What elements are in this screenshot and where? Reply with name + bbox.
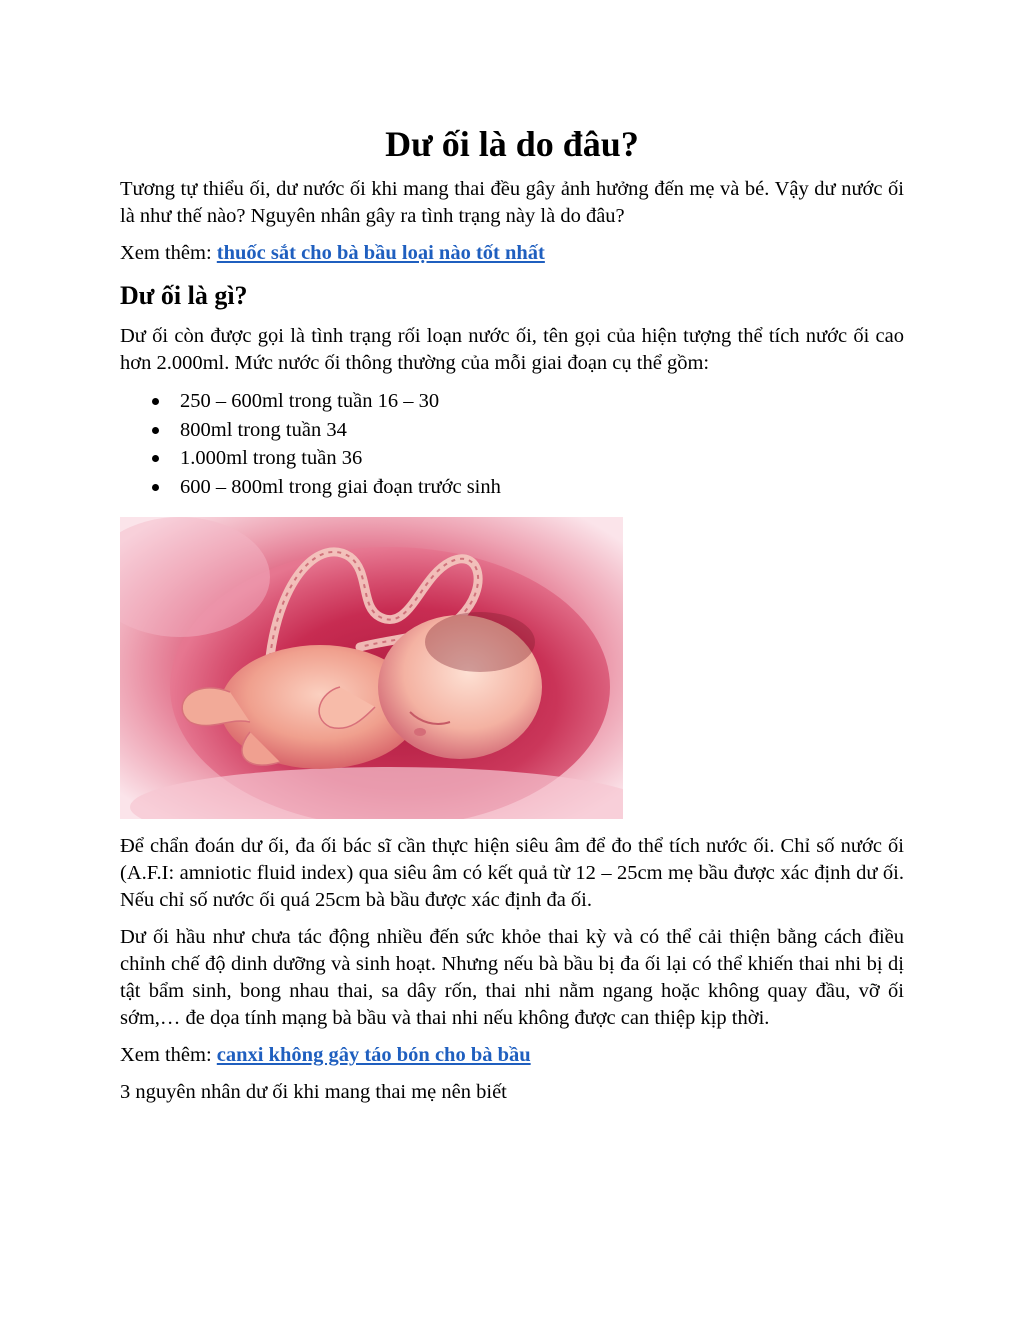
amniotic-levels-list xyxy=(120,387,904,501)
document-page xyxy=(120,122,904,1116)
calcium-link[interactable]: canxi không gây táo bón cho bà bầu xyxy=(216,1044,531,1066)
fetus-nose xyxy=(414,728,426,736)
see-more-label: Xem thêm: xyxy=(120,1044,217,1066)
bullet-icon xyxy=(152,427,159,434)
bullet-icon xyxy=(152,484,159,491)
intro-paragraph: Tương tự thiểu ối, dư nước ối khi mang thai đều gây ảnh hưởng đến mẹ và bé. Vậy dư nước ối là như thế nào? Nguyên nhân gây ra tình trạng này là do đâu? xyxy=(120,178,904,227)
list-item: 800ml trong tuần 34 xyxy=(152,416,904,445)
see-more-2 xyxy=(120,1042,904,1069)
fetus-hair xyxy=(425,612,535,672)
fetus-in-womb-image xyxy=(120,517,623,819)
see-more-1 xyxy=(120,240,904,267)
list-item: 250 – 600ml trong tuần 16 – 30 xyxy=(152,387,904,416)
see-more-label: Xem thêm: xyxy=(120,242,217,264)
effects-paragraph: Dư ối hầu như chưa tác động nhiều đến sức khỏe thai kỳ và có thể cải thiện bằng cách điều chỉnh chế độ dinh dưỡng và sinh hoạt. Nhưng nếu bà bầu bị đa ối lại có thể khiến thai nhi bị dị tật bẩm sinh, bong nhau thai, sa dây rốn, thai nhi nằm ngang hoặc không quay đầu, vỡ ối sớm,… đe dọa tính mạng bà bầu và thai nhi nếu không được can thiệp kịp thời. xyxy=(120,926,904,1029)
diagnosis-paragraph: Để chẩn đoán dư ối, đa ối bác sĩ cần thực hiện siêu âm để đo thể tích nước ối. Chỉ số nước ối (A.F.I: amniotic fluid index) qua siêu âm có kết quả từ 12 – 25cm mẹ bầu được xác định dư ối. Nếu chỉ số nước ối quá 25cm bà bầu được xác định đa ối. xyxy=(120,835,904,911)
bullet-icon xyxy=(152,398,159,405)
closing-paragraph: 3 nguyên nhân dư ối khi mang thai mẹ nên biết xyxy=(120,1081,507,1103)
list-item: 1.000ml trong tuần 36 xyxy=(152,444,904,473)
iron-supplement-link[interactable]: thuốc sắt cho bà bầu loại nào tốt nhất xyxy=(216,242,545,264)
section-heading: Dư ối là gì? xyxy=(120,281,248,310)
page-title: Dư ối là do đâu? xyxy=(385,124,639,164)
list-item: 600 – 800ml trong giai đoạn trước sinh xyxy=(152,473,904,502)
section-paragraph: Dư ối còn được gọi là tình trạng rối loạn nước ối, tên gọi của hiện tượng thể tích nước ối cao hơn 2.000ml. Mức nước ối thông thường của mỗi giai đoạn cụ thể gồm: xyxy=(120,325,904,374)
bullet-icon xyxy=(152,455,159,462)
